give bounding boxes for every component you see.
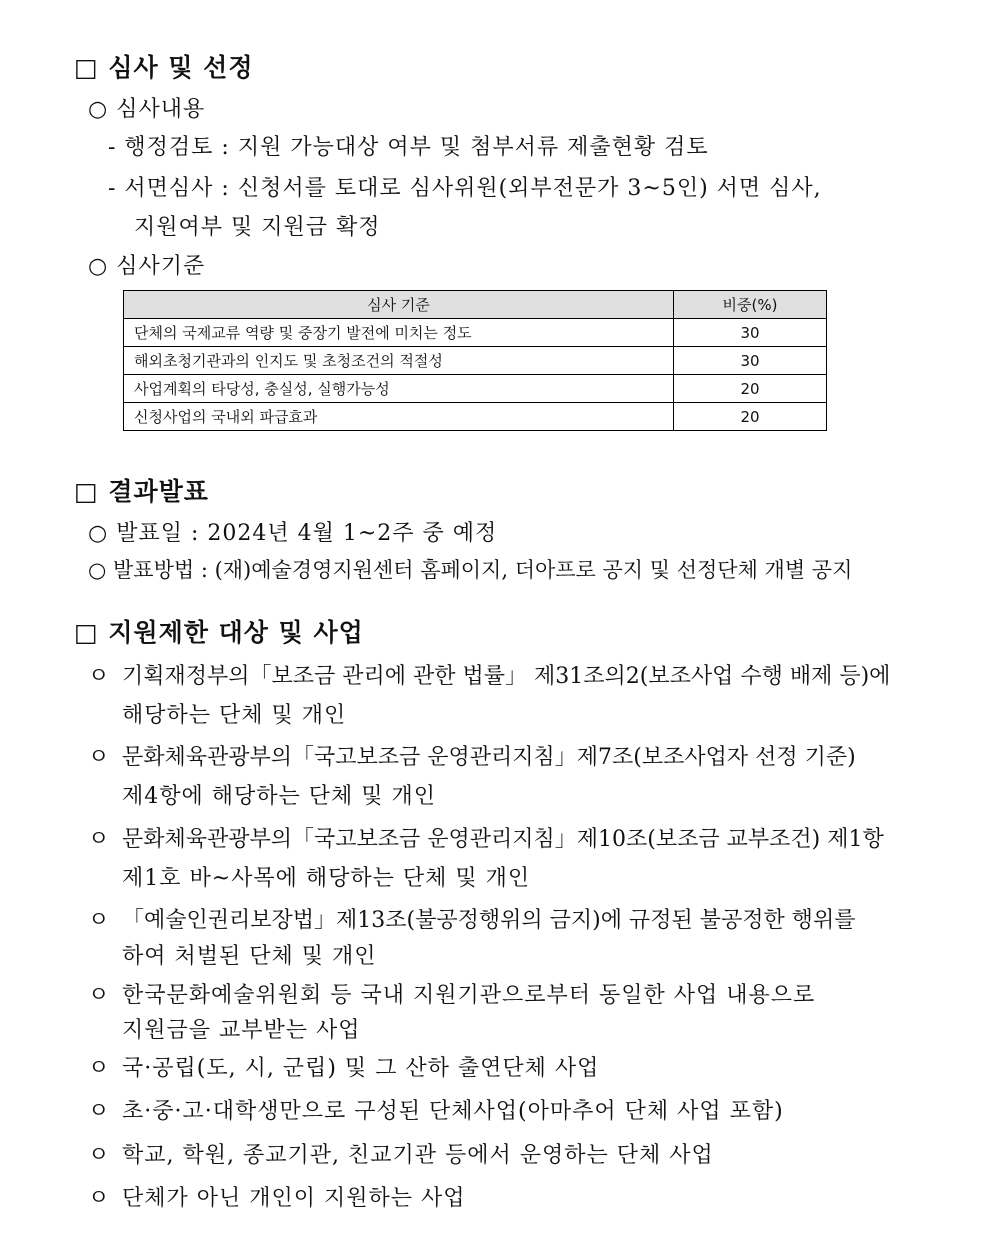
list-bullet: ㅇ	[88, 827, 111, 852]
list-bullet: ㅇ	[88, 1186, 111, 1211]
section-heading-review: □ 심사 및 선정	[74, 53, 254, 82]
list-bullet: ㅇ	[88, 983, 111, 1008]
section-heading-results: □ 결과발표	[74, 477, 209, 506]
restriction-item-3-line1: 문화체육관광부의「국고보조금 운영관리지침」제10조(보조금 교부조건) 제1항	[122, 827, 884, 852]
restriction-item-6: 국·공립(도, 시, 군립) 및 그 산하 출연단체 사업	[122, 1056, 600, 1081]
weight-cell: 30	[674, 347, 827, 375]
list-bullet: ㅇ	[88, 1099, 111, 1124]
restriction-item-1-line1: 기획재정부의「보조금 관리에 관한 법률」 제31조의2(보조사업 수행 배제 등)에	[122, 664, 891, 689]
restriction-item-2-line2: 제4항에 해당하는 단체 및 개인	[122, 784, 436, 809]
list-bullet: ㅇ	[88, 664, 111, 689]
document-review-text-line1: - 서면심사 : 신청서를 토대로 심사위원(외부전문가 3~5인) 서면 심사,	[108, 176, 822, 201]
restriction-item-5-line2: 지원금을 교부받는 사업	[122, 1018, 361, 1043]
restriction-item-5-line1: 한국문화예술위원회 등 국내 지원기관으로부터 동일한 사업 내용으로	[122, 983, 816, 1008]
review-criteria-item: ○ 심사기준	[88, 254, 206, 279]
restriction-item-3-line2: 제1호 바~사목에 해당하는 단체 및 개인	[122, 866, 531, 891]
criteria-cell: 단체의 국제교류 역량 및 중장기 발전에 미치는 정도	[124, 319, 674, 347]
criteria-cell: 해외초청기관과의 인지도 및 초청조건의 적절성	[124, 347, 674, 375]
header-weight: 비중(%)	[674, 291, 827, 319]
restriction-item-8: 학교, 학원, 종교기관, 친교기관 등에서 운영하는 단체 사업	[122, 1143, 714, 1168]
header-criteria: 심사 기준	[124, 291, 674, 319]
document-review-text-line2: 지원여부 및 지원금 확정	[134, 215, 381, 240]
table-row	[124, 347, 827, 375]
announcement-method: ○ 발표방법 : (재)예술경영지원센터 홈페이지, 더아프로 공지 및 선정단체 개별 공지	[88, 558, 853, 582]
restriction-item-4-line2: 하여 처벌된 단체 및 개인	[122, 944, 377, 969]
table-row	[124, 403, 827, 431]
section-heading-restrictions: □ 지원제한 대상 및 사업	[74, 618, 364, 647]
weight-cell: 30	[674, 319, 827, 347]
criteria-cell: 사업계획의 타당성, 충실성, 실행가능성	[124, 375, 674, 403]
weight-cell: 20	[674, 403, 827, 431]
table-row	[124, 319, 827, 347]
table-header-row	[124, 291, 827, 319]
restriction-item-7: 초·중·고·대학생만으로 구성된 단체사업(아마추어 단체 사업 포함)	[122, 1099, 784, 1124]
restriction-item-2-line1: 문화체육관광부의「국고보조금 운영관리지침」제7조(보조사업자 선정 기준)	[122, 745, 856, 770]
restriction-item-1-line2: 해당하는 단체 및 개인	[122, 703, 347, 728]
review-content-item: ○ 심사내용	[88, 97, 206, 122]
admin-review-text: - 행정검토 : 지원 가능대상 여부 및 첨부서류 제출현황 검토	[108, 135, 709, 160]
list-bullet: ㅇ	[88, 745, 111, 770]
criteria-table	[123, 290, 827, 431]
table-row	[124, 375, 827, 403]
list-bullet: ㅇ	[88, 908, 111, 933]
weight-cell: 20	[674, 375, 827, 403]
announcement-date: ○ 발표일 : 2024년 4월 1~2주 중 예정	[88, 521, 498, 546]
list-bullet: ㅇ	[88, 1143, 111, 1168]
restriction-item-9: 단체가 아닌 개인이 지원하는 사업	[122, 1186, 466, 1211]
restriction-item-4-line1: 「예술인권리보장법」제13조(불공정행위의 금지)에 규정된 불공정한 행위를	[122, 908, 856, 933]
list-bullet: ㅇ	[88, 1056, 111, 1081]
criteria-cell: 신청사업의 국내외 파급효과	[124, 403, 674, 431]
